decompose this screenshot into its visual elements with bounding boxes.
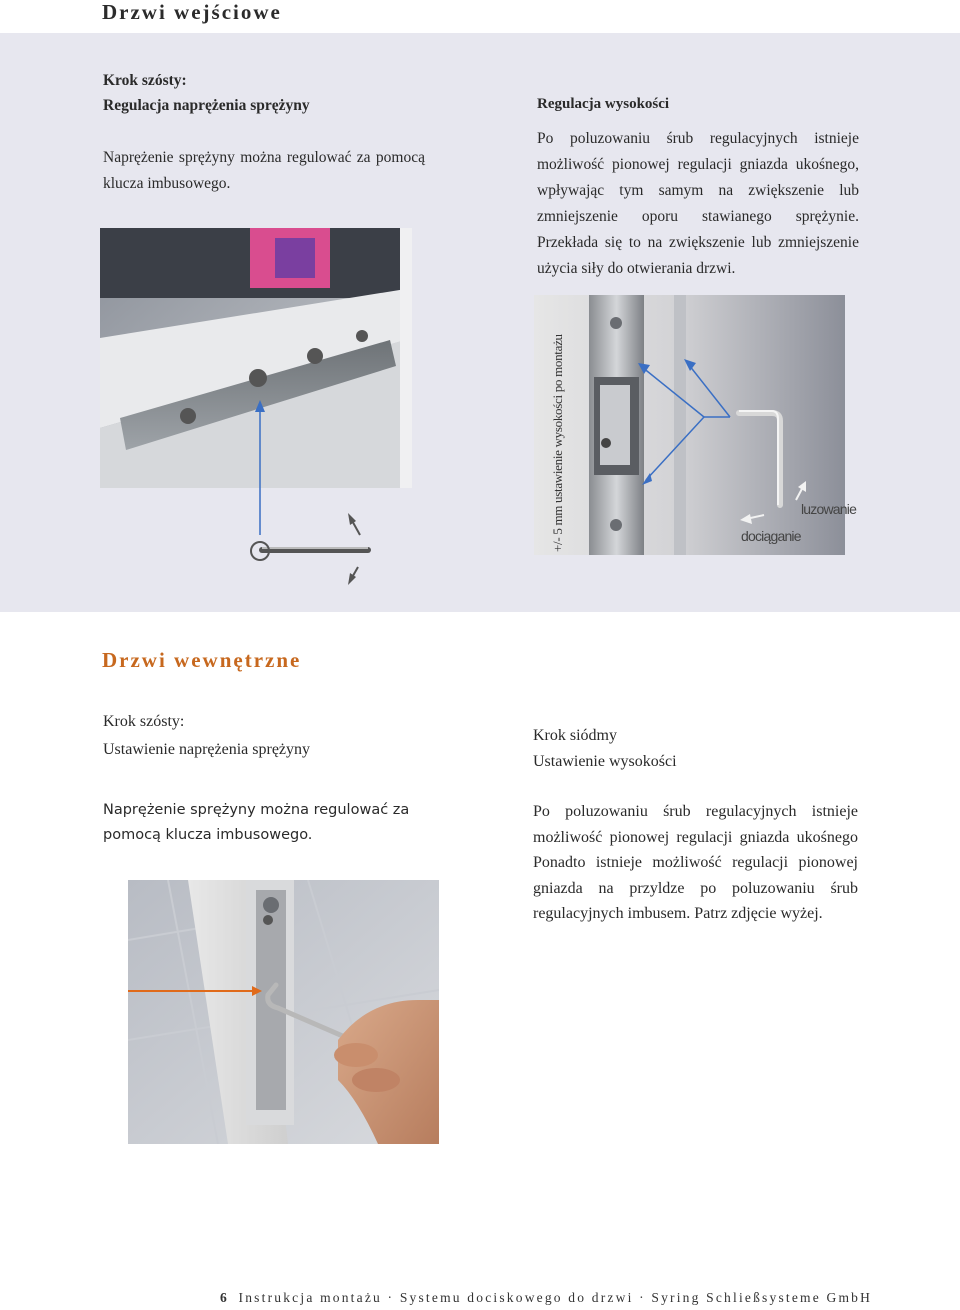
hex-key-adjust-photo bbox=[128, 880, 439, 1144]
entry-step-text: Naprężenie sprężyny można regulować za pomocą klucza imbusowego. bbox=[103, 149, 425, 192]
interior-step6-title: Ustawienie naprężenia sprężyny bbox=[103, 741, 311, 758]
strike-plate-photo bbox=[534, 295, 845, 555]
page-title: Drzwi wejściowe bbox=[102, 0, 282, 24]
page-number: 6 bbox=[220, 1290, 229, 1305]
interior-step7-label: Krok siódmy bbox=[533, 727, 617, 744]
footer-text: Instrukcja montażu · Systemu dociskowego do drzwi · Syring Schließsysteme GmbH bbox=[238, 1290, 873, 1305]
entry-step-title: Regulacja naprężenia sprężyny bbox=[103, 97, 310, 114]
interior-step6-text: Naprężenie sprężyny można regulować za pomocą klucza imbusowego. bbox=[103, 802, 410, 843]
interior-step7-text: Po poluzowaniu śrub regulacyjnych istnieje możliwość pionowej regulacji gniazda ukośnego Ponadto istnieje możliwość regulacji pionowej gniazda na przyldze po poluzowaniu śrub regulacyjnych imbusem. Patrz zdjęcie wyżej. bbox=[533, 803, 858, 922]
page-footer bbox=[220, 1290, 872, 1306]
entry-step-label: Krok szósty: bbox=[103, 72, 187, 89]
height-adjust-text: Po poluzowaniu śrub regulacyjnych istnieje możliwość pionowej regulacji gniazda ukośnego, wpływając tym samym na zwiększenie lub zmniejszenie oporu stawianego sprężynie. Przekłada się to na zwiększenie lub zmniejszenie użycia siły do otwierania drzwi. bbox=[537, 130, 859, 277]
loosen-label: luzowanie bbox=[801, 501, 857, 517]
interior-step7-title: Ustawienie wysokości bbox=[533, 753, 677, 770]
height-range-label: +/- 5 mm ustawienie wysokości po montażu bbox=[550, 334, 565, 552]
tighten-label: dociąganie bbox=[741, 528, 801, 544]
height-adjust-title: Regulacja wysokości bbox=[537, 96, 670, 112]
hex-key-illustration bbox=[240, 395, 380, 595]
interior-step6-label: Krok szósty: bbox=[103, 713, 185, 730]
interior-doors-title: Drzwi wewnętrzne bbox=[102, 648, 302, 672]
